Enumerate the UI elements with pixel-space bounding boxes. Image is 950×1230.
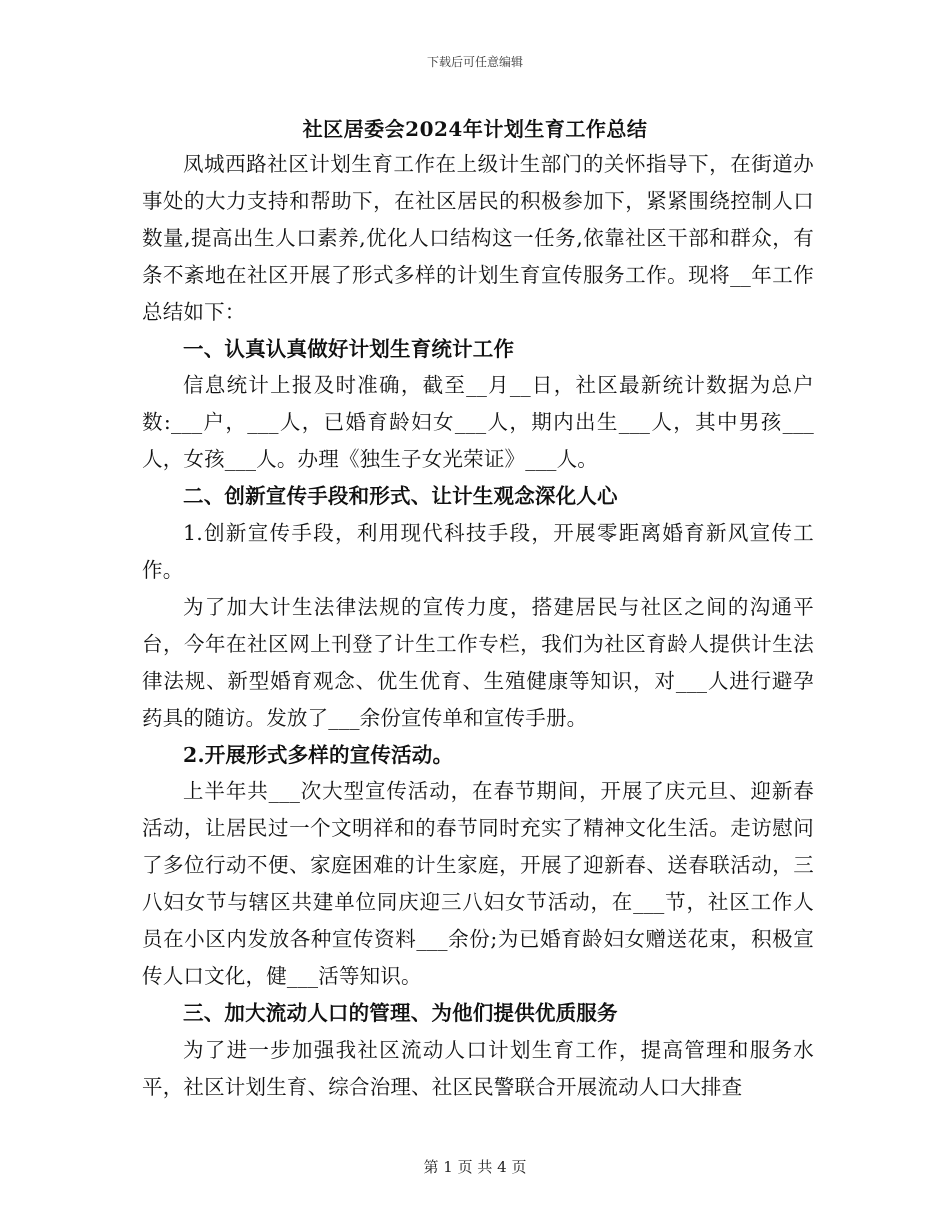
paragraph-publicity: 为了加大计生法律法规的宣传力度，搭建居民与社区之间的沟通平台，今年在社区网上刊登了计生工作专栏，我们为社区育龄人提供计生法律法规、新型婚育观念、优生优育、生殖健康等知识，对___人进行避孕药具的随访。发放了___余份宣传单和宣传手册。 — [142, 594, 814, 730]
header-note: 下载后可任意编辑 — [426, 55, 523, 69]
section-heading-3: 三、加大流动人口的管理、为他们提供优质服务 — [183, 1000, 618, 1025]
paragraph-statistics: 信息统计上报及时准确，截至__月__日，社区最新统计数据为总户数:___户，___人，已婚育龄妇女___人，期内出生___人，其中男孩___人，女孩___人。办理《独生子女光荣证》___人。 — [142, 373, 814, 472]
subsection-heading-activities: 2.开展形式多样的宣传活动。 — [183, 742, 454, 767]
page-footer: 第 1 页 共 4 页 — [423, 1158, 527, 1176]
document-body — [142, 146, 814, 1106]
section-heading-1: 一、认真认真做好计划生育统计工作 — [183, 336, 515, 361]
paragraph-innovation: 1.创新宣传手段，利用现代科技手段，开展零距离婚育新风宣传工作。 — [142, 521, 814, 582]
paragraph-intro: 凤城西路社区计划生育工作在上级计生部门的关怀指导下，在街道办事处的大力支持和帮助下，在社区居民的积极参加下，紧紧围绕控制人口数量,提高出生人口素养,优化人口结构这一任务,依靠社区干部和群众，有条不紊地在社区开展了形式多样的计划生育宣传服务工作。现将__年工作总结如下： — [142, 152, 814, 324]
document-title: 社区居委会2024年计划生育工作总结 — [302, 117, 648, 141]
section-heading-2: 二、创新宣传手段和形式、让计生观念深化人心 — [183, 484, 618, 509]
paragraph-activities: 上半年共___次大型宣传活动，在春节期间，开展了庆元旦、迎新春活动，让居民过一个文明祥和的春节同时充实了精神文化生活。走访慰问了多位行动不便、家庭困难的计生家庭，开展了迎新春、送春联活动，三八妇女节与辖区共建单位同庆迎三八妇女节活动，在___节，社区工作人员在小区内发放各种宣传资料___余份;为已婚育龄妇女赠送花束，积极宣传人口文化，健___活等知识。 — [142, 779, 814, 988]
paragraph-migrant: 为了进一步加强我社区流动人口计划生育工作，提高管理和服务水平，社区计划生育、综合治理、社区民警联合开展流动人口大排查 — [142, 1037, 814, 1099]
